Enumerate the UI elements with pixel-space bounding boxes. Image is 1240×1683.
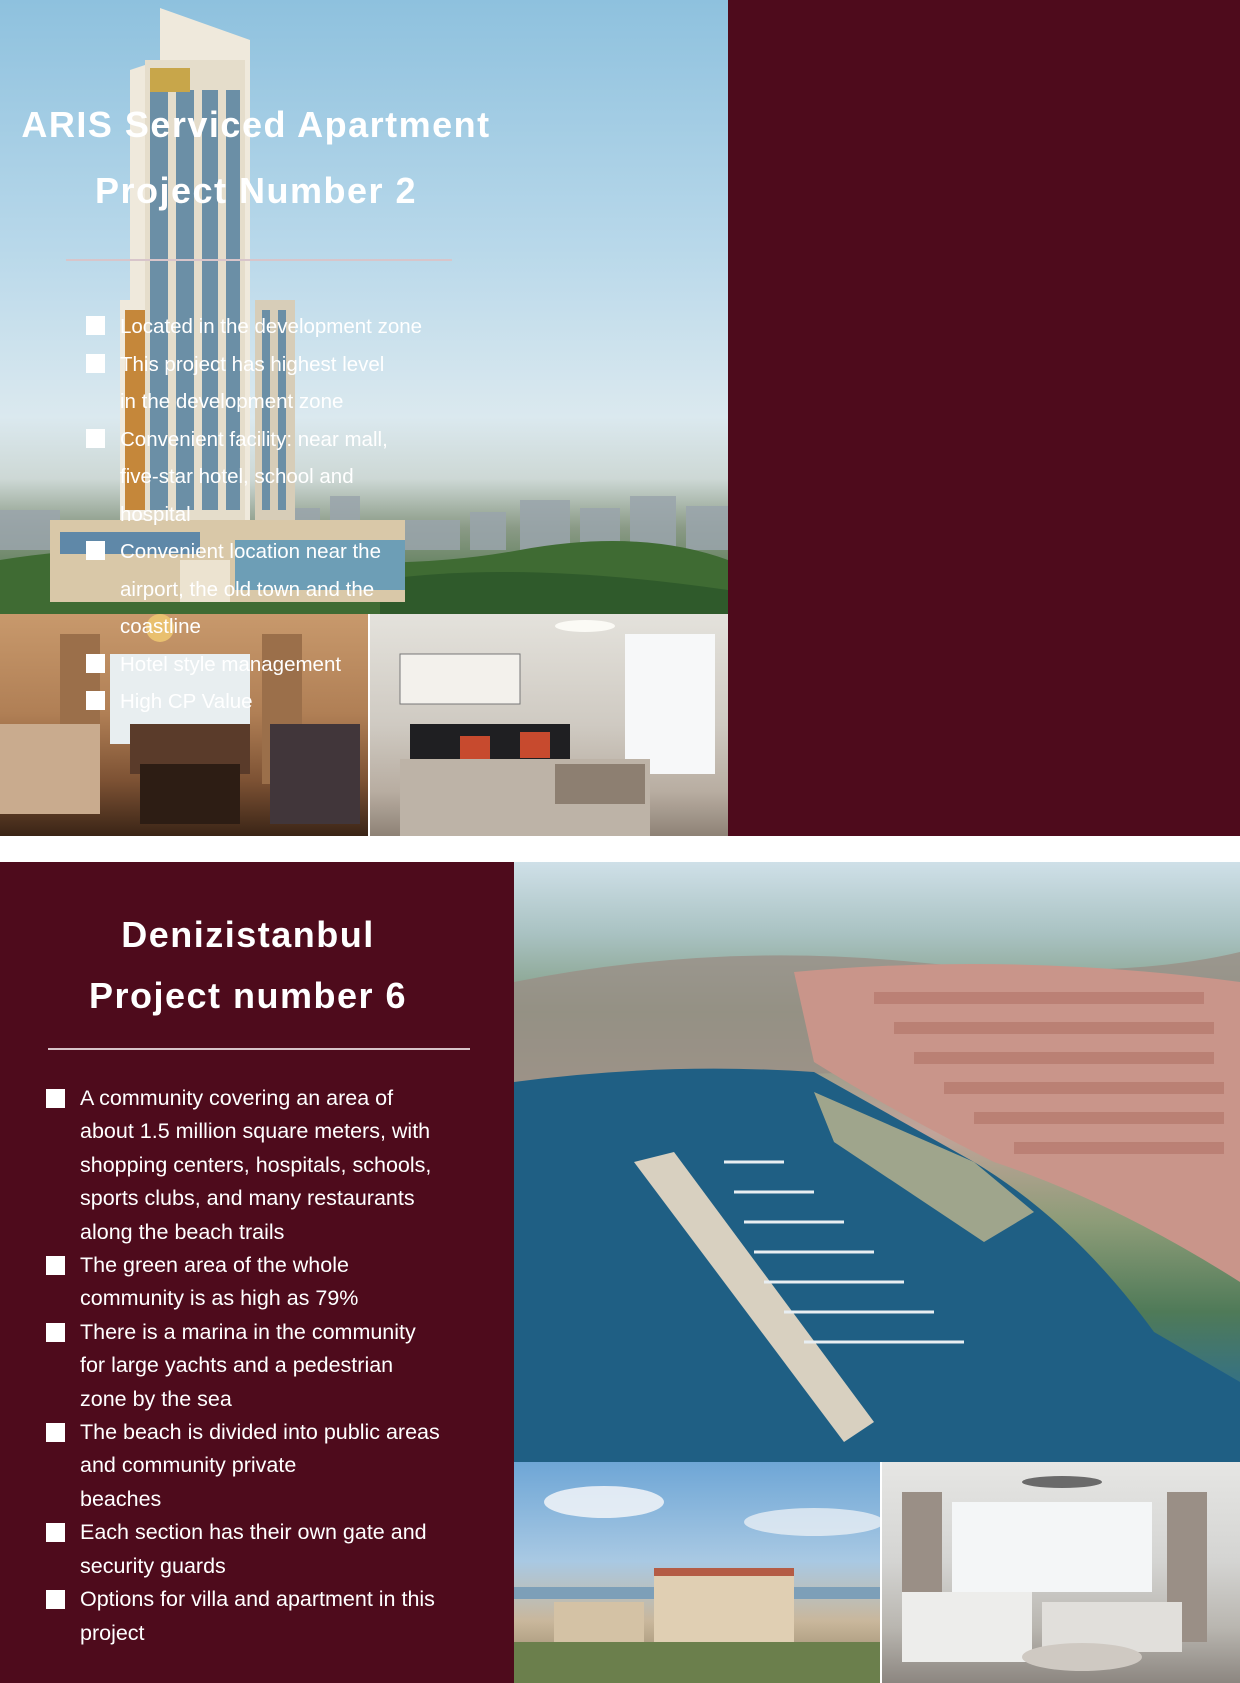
denizistanbul-subtitle: Project number 6	[88, 975, 408, 1016]
feature-item	[86, 683, 496, 721]
feature-text-line: sports clubs, and many restaurants	[80, 1186, 415, 1211]
feature-text-line: Located in the development zone	[120, 315, 423, 338]
feature-text-line: Hotel style management	[120, 652, 342, 676]
checkbox-bullet-icon	[86, 691, 105, 710]
feature-text-line: in the development zone	[120, 390, 344, 413]
feature-text-line: shopping centers, hospitals, schools,	[80, 1152, 432, 1177]
checkbox-bullet-icon	[86, 429, 105, 448]
aris-subtitle: Project Number 2	[94, 170, 418, 211]
checkbox-bullet-icon	[46, 1523, 65, 1542]
feature-item	[86, 533, 496, 646]
checkbox-bullet-icon	[86, 541, 105, 560]
checkbox-bullet-icon	[46, 1323, 65, 1342]
checkbox-bullet-icon	[46, 1089, 65, 1108]
feature-text-line: community is as high as 79%	[80, 1286, 359, 1311]
aris-info-panel	[728, 0, 1240, 836]
feature-item	[46, 1316, 498, 1416]
feature-text-line: This project has highest level	[120, 352, 385, 376]
hotel-exterior-photo	[514, 1462, 880, 1683]
feature-text-line: project	[80, 1620, 145, 1645]
checkbox-bullet-icon	[86, 316, 105, 335]
feature-text-line: hospital	[120, 502, 191, 526]
feature-text-line: There is a marina in the community	[80, 1319, 416, 1344]
feature-item	[46, 1249, 498, 1316]
lounge-interior-photo	[882, 1462, 1240, 1683]
denizistanbul-feature-list	[46, 1082, 498, 1650]
feature-text-line: Options for villa and apartment in this	[80, 1587, 435, 1612]
feature-item	[46, 1082, 498, 1249]
checkbox-bullet-icon	[86, 354, 105, 373]
feature-text-line: beaches	[80, 1486, 162, 1511]
feature-text-line: about 1.5 million square meters, with	[80, 1119, 431, 1144]
feature-text-line: Convenient location near the	[120, 540, 381, 563]
feature-text-line: along the beach trails	[80, 1219, 285, 1244]
feature-text-line: airport, the old town and the	[120, 577, 375, 601]
feature-text-line: security guards	[80, 1553, 226, 1578]
marina-aerial-photo	[514, 862, 1240, 1462]
denizistanbul-title: Denizistanbul	[121, 914, 375, 955]
aris-divider	[66, 259, 452, 261]
feature-text-line: coastline	[120, 615, 201, 638]
feature-text-line: The beach is divided into public areas	[80, 1420, 440, 1445]
feature-text-line: Each section has their own gate and	[80, 1520, 427, 1545]
checkbox-bullet-icon	[86, 654, 105, 673]
aris-feature-list	[86, 308, 496, 721]
checkbox-bullet-icon	[46, 1590, 65, 1609]
feature-text-line: five-star hotel, school and	[120, 465, 354, 488]
feature-item	[86, 308, 496, 346]
feature-item	[86, 421, 496, 534]
feature-text-line: The green area of the whole	[80, 1253, 349, 1278]
feature-item	[46, 1416, 498, 1516]
feature-text-line: High CP Value	[120, 690, 253, 713]
aris-title: ARIS Serviced Apartment	[21, 104, 491, 145]
feature-text-line: for large yachts and a pedestrian	[80, 1353, 394, 1378]
feature-item	[86, 646, 496, 684]
feature-item	[86, 346, 496, 421]
feature-text-line: zone by the sea	[80, 1386, 232, 1411]
feature-text-line: and community private	[80, 1453, 297, 1478]
feature-item	[46, 1583, 498, 1650]
checkbox-bullet-icon	[46, 1256, 65, 1275]
feature-text-line: Convenient facility: near mall,	[120, 427, 388, 451]
feature-item	[46, 1516, 498, 1583]
checkbox-bullet-icon	[46, 1423, 65, 1442]
denizistanbul-divider	[48, 1048, 470, 1050]
feature-text-line: A community covering an area of	[80, 1086, 394, 1110]
